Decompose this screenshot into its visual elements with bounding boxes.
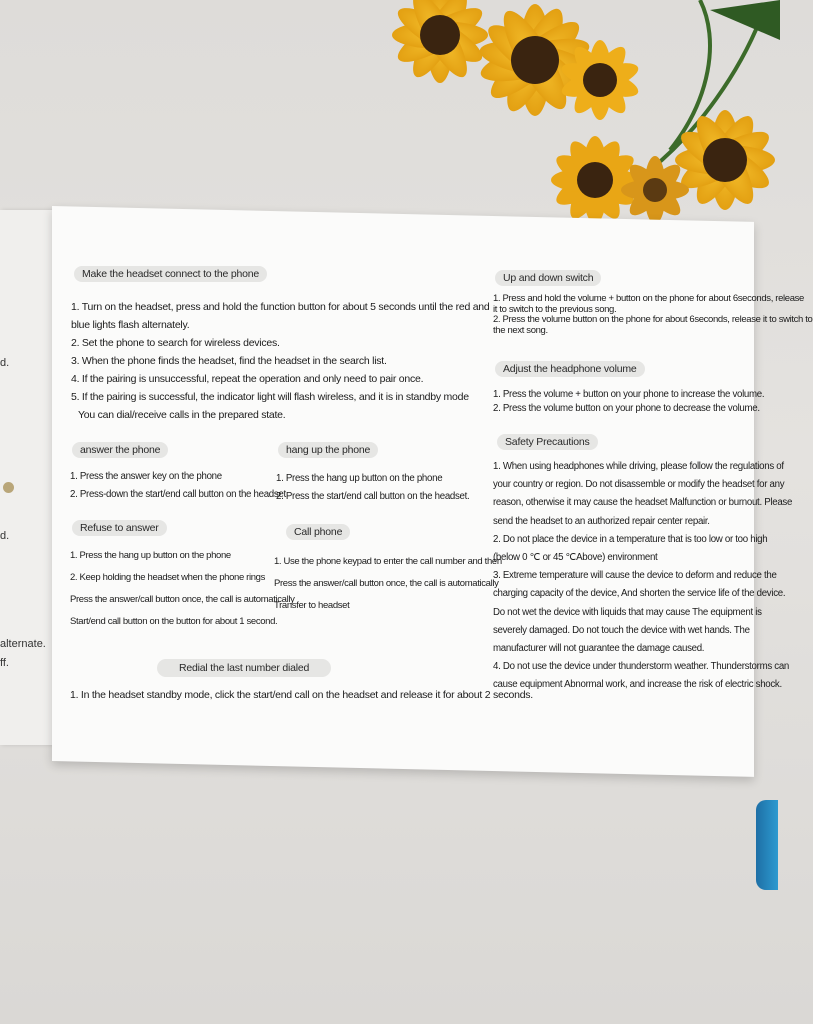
section-heading-refuse: Refuse to answer [72,520,167,536]
safety-line: 4. Do not use the device under thunderstorm weather. Thunderstorms can [493,661,789,673]
refuse-step: Press the answer/call button once, the call is automatically [70,594,295,605]
safety-line: reason, otherwise it may cause the headset Malfunction or burnout. Please [493,497,793,509]
stain-dot [3,482,14,493]
connect-step: blue lights flash alternately. [71,319,190,331]
redial-steps [70,686,533,704]
prev-page-fragment: alternate. [0,638,46,650]
section-heading-switch: Up and down switch [495,270,601,286]
prev-page-fragment: d. [0,357,10,369]
safety-line: charging capacity of the device, And shorten the service life of the device. [493,588,786,600]
switch-steps [493,294,813,336]
refuse-step: 1. Press the hang up button on the phone [70,550,231,561]
prev-page-fragment: ff. [0,657,9,669]
safety-line: 2. Do not place the device in a temperature that is too low or too high [493,533,768,545]
redial-step: 1. In the headset standby mode, click the start/end call on the headset and release it for about 2 seconds. [70,689,533,701]
blue-object [756,800,778,890]
safety-line: send the headset to an authorized repair center repair. [493,515,710,527]
refuse-steps [70,545,295,633]
hangup-step: 1. Press the hang up button on the phone [276,473,443,484]
switch-step: the next song. [493,324,548,336]
safety-line: (below 0 ℃ or 45 ℃Above) environment [493,552,658,564]
safety-text [493,458,792,695]
volume-steps [493,388,764,416]
connect-step: 3. When the phone finds the headset, find the headset in the search list. [71,355,387,367]
section-heading-safety: Safety Precautions [497,434,598,450]
call-step: Press the answer/call button once, the call is automatically [274,578,499,589]
answer-step: 2. Press-down the start/end call button on the headset [70,489,286,501]
section-heading-redial: Redial the last number dialed [157,659,331,677]
safety-line: severely damaged. Do not touch the device with wet hands. The [493,624,750,636]
connect-step: 4. If the pairing is unsuccessful, repeat the operation and only need to pair once. [71,373,424,385]
safety-line: 3. Extreme temperature will cause the device to deform and reduce the [493,570,777,582]
safety-line: Do not wet the device with liquids that may cause The equipment is [493,606,762,618]
connect-steps [71,298,489,424]
switch-step: 1. Press and hold the volume + button on the phone for about 6seconds, release [493,293,804,304]
hangup-step: 2. Press the start/end call button on the headset. [276,491,470,503]
section-heading-hangup: hang up the phone [278,442,378,458]
safety-line: your country or region. Do not disassemble or modify the headset for any [493,479,785,491]
answer-steps [70,468,286,504]
connect-step: 5. If the pairing is successful, the indicator light will flash wireless, and it is in standby mode [71,391,469,403]
manual-page [52,206,813,777]
switch-step: it to switch to the previous song. [493,303,617,315]
section-heading-connect: Make the headset connect to the phone [74,266,267,282]
section-heading-answer: answer the phone [72,442,168,458]
volume-step: 1. Press the volume + button on your phone to increase the volume. [493,389,765,400]
safety-line: 1. When using headphones while driving, please follow the regulations of [493,461,784,472]
previous-page-edge [0,210,60,745]
hangup-steps [276,470,469,506]
section-heading-call: Call phone [286,524,350,540]
section-heading-volume: Adjust the headphone volume [495,361,645,377]
call-step: 1. Use the phone keypad to enter the call number and then [274,556,502,567]
connect-step: 2. Set the phone to search for wireless devices. [71,337,280,349]
answer-step: 1. Press the answer key on the phone [70,471,222,482]
sunflower-icon [391,0,488,84]
prev-page-fragment: d. [0,530,10,542]
call-step: Transfer to headset [274,600,350,611]
refuse-step: Start/end call button on the button for about 1 second. [70,616,278,627]
refuse-step: 2. Keep holding the headset when the phone rings [70,572,266,583]
switch-step: 2. Press the volume button on the phone for about 6seconds, release it to switch to [493,314,813,325]
connect-step: You can dial/receive calls in the prepared state. [78,409,286,421]
call-steps [274,551,502,617]
safety-line: cause equipment Abnormal work, and increase the risk of electric shock. [493,679,782,691]
connect-step: 1. Turn on the headset, press and hold the function button for about 5 seconds until the red and [71,301,490,313]
volume-step: 2. Press the volume button on your phone to decrease the volume. [493,403,760,414]
safety-line: manufacturer will not guarantee the damage caused. [493,643,705,655]
